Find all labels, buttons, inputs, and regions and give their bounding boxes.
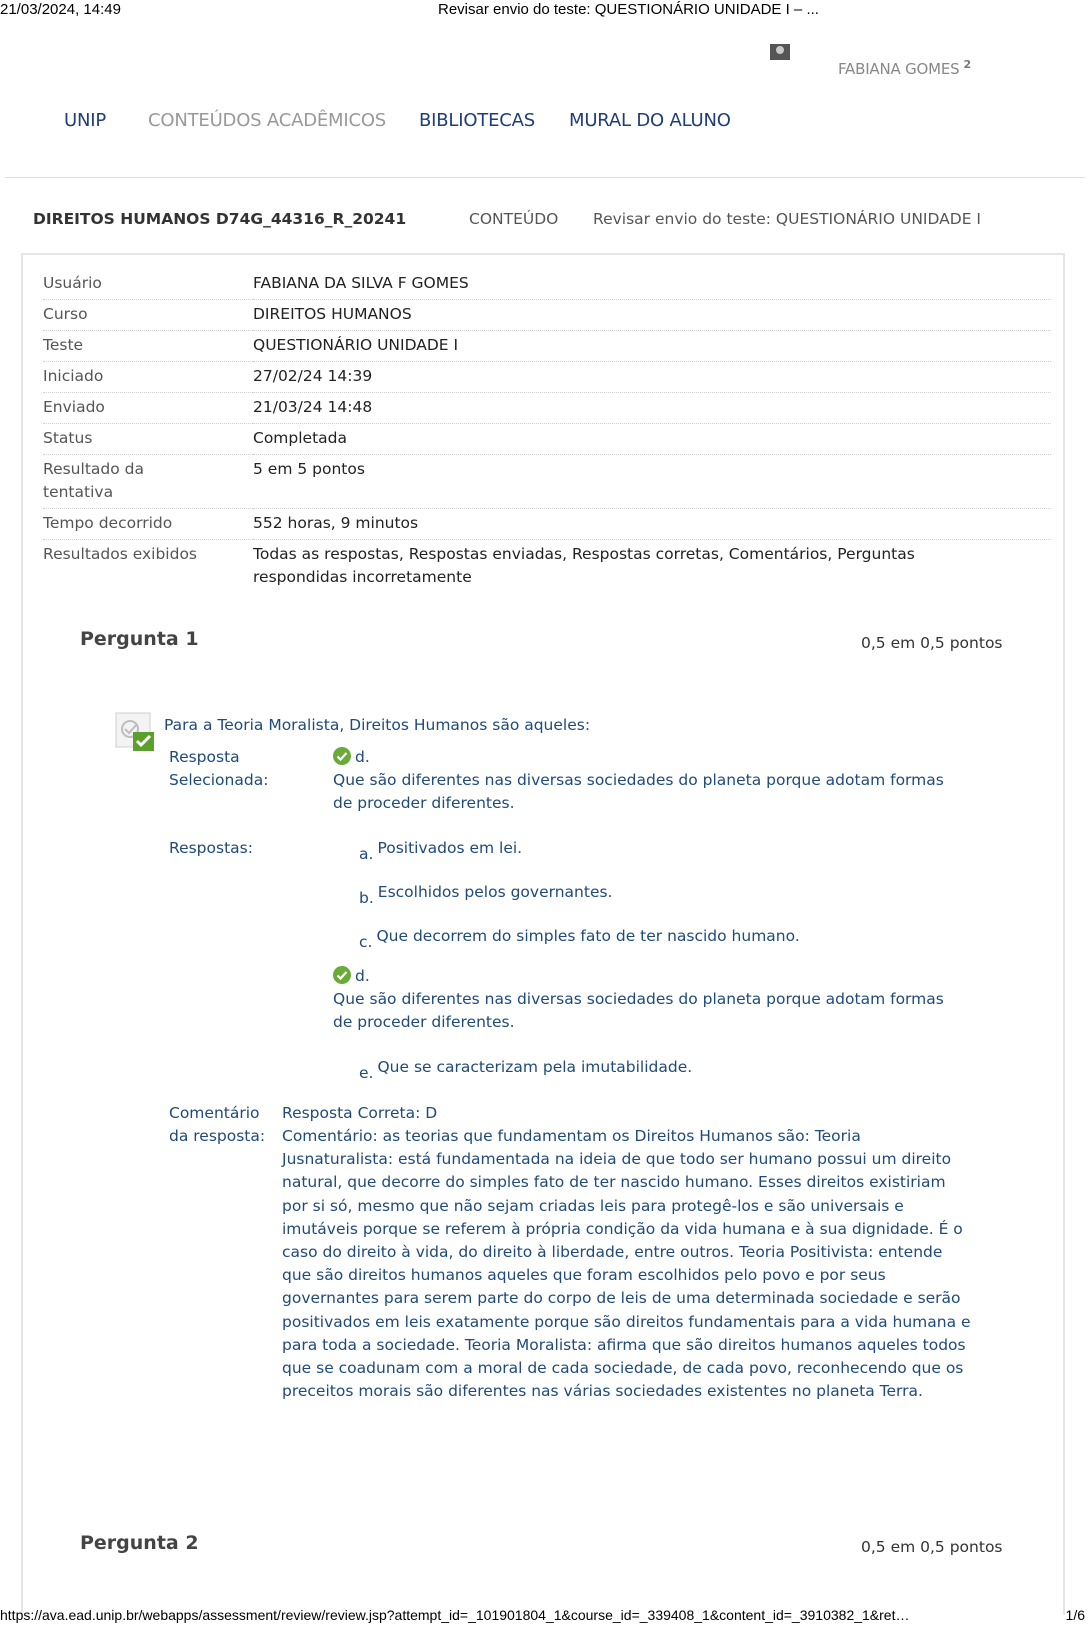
answer-text: Escolhidos pelos governantes. [377,883,613,901]
comment-body: Comentário: as teorias que fundamentam os Direitos Humanos são: Teoria Jusnaturalista: está fundamentada na ideia de que todo ser humano possui um direito natural, que decorre do simples fato de ter nascido humano. Esses direitos existiriam por si só, mesmo que não sejam criadas leis para protegê-los e são universais e imutáveis porque se referem à própria condição da vida humana e à sua dignidade. É o caso do direito à vida, do direito à liberdade, entre outros. Teoria Positivista: entende que são direitos humanos aqueles que foram escolhidos pelo povo e por seus governantes para serem parte do corpo de leis de uma determinada sociedade e serão positivados em leis exatamente porque são direitos fundamentais para a vida humana e para toda a sociedade. Teoria Moralista: afirma que são direitos humanos aqueles todos que se coadunam com a moral de cada sociedade, de cada povo, reconhecendo que os preceitos morais são diferentes nas várias sociedades existentes no planeta Terra. [282,1127,971,1401]
check-icon [333,747,351,765]
question-score: 0,5 em 0,5 pontos [861,1538,1003,1556]
answer-letter: b. [359,889,374,907]
comment-label: Comentário da resposta: [169,1104,266,1145]
info-value: 21/03/24 14:48 [253,393,1051,424]
question-score: 0,5 em 0,5 pontos [861,634,1003,652]
info-row [43,455,1051,509]
answer-option-e [359,1056,692,1085]
attempt-info-table [43,269,1051,593]
answer-option-b [359,881,612,910]
breadcrumb-section[interactable]: CONTEÚDO [469,210,559,228]
nav-divider [5,177,1085,178]
selected-answer-text: Que são diferentes nas diversas sociedades do planeta porque adotam formas de proceder diferentes. [333,771,944,812]
answer-text: Positivados em lei. [377,839,523,857]
info-label: Resultados exibidos [43,545,198,563]
info-value: 5 em 5 pontos [253,455,1051,509]
avatar[interactable] [770,44,790,60]
nav-item-bibliotecas[interactable]: BIBLIOTECAS [419,110,535,131]
print-url: https://ava.ead.unip.br/webapps/assessment/review/review.jsp?attempt_id=_101901804_1&course_id=_339408_1&content_id=_3910382_1&ret… [0,1607,910,1623]
print-doc-title: Revisar envio do teste: QUESTIONÁRIO UNIDADE I – ... [438,1,819,18]
question-title: Pergunta 2 [80,1532,199,1554]
notification-badge[interactable]: 2 [963,58,971,71]
print-header [0,0,1089,22]
info-label: Resultado da tentativa [43,455,253,509]
print-datetime: 21/03/2024, 14:49 [0,1,121,18]
answer-option-c [359,925,800,954]
selected-letter: d. [355,748,370,766]
info-label: Curso [43,300,253,331]
correct-answer-icon [115,712,155,752]
question-title: Pergunta 1 [80,628,199,650]
selected-answer-label: Resposta Selecionada: [169,748,269,789]
info-row [43,393,1051,424]
info-row [43,509,1051,540]
info-value: Completada [253,424,1051,455]
nav-item-conteudos[interactable]: CONTEÚDOS ACADÊMICOS [148,110,387,131]
question-text: Para a Teoria Moralista, Direitos Humanos são aqueles: [164,716,591,734]
nav-item-unip[interactable]: UNIP [64,110,107,131]
user-name[interactable]: FABIANA GOMES $^2$ [838,58,971,78]
info-value: 27/02/24 14:39 [253,362,1051,393]
info-label: Status [43,424,253,455]
info-label: Teste [43,331,253,362]
breadcrumb-page: Revisar envio do teste: QUESTIONÁRIO UNIDADE I [593,210,981,228]
answer-option-d [333,965,953,1034]
info-row [43,331,1051,362]
info-label: Enviado [43,393,253,424]
comment-correct-answer: Resposta Correta: D [282,1104,438,1122]
info-value: QUESTIONÁRIO UNIDADE I [253,331,1051,362]
info-value: Todas as respostas, Respostas enviadas, Respostas corretas, Comentários, Perguntas respondidas incorretamente [253,545,915,586]
answer-text: Que são diferentes nas diversas sociedades do planeta porque adotam formas de proceder diferentes. [333,990,944,1031]
nav-item-mural[interactable]: MURAL DO ALUNO [569,110,731,131]
attempt-info-panel [21,253,1065,595]
selected-answer [333,746,953,815]
check-icon [333,966,351,984]
print-page-number: 1/6 [1065,1607,1085,1623]
answer-option-a [359,837,522,866]
info-label: Iniciado [43,362,253,393]
info-label: Usuário [43,269,253,300]
answer-letter: e. [359,1064,374,1082]
answer-letter: d. [355,967,370,985]
info-label: Tempo decorrido [43,509,253,540]
print-footer [0,1605,1089,1629]
answer-letter: c. [359,933,373,951]
info-row [43,300,1051,331]
info-row [43,424,1051,455]
answer-text: Que se caracterizam pela imutabilidade. [377,1058,693,1076]
breadcrumb-course[interactable]: DIREITOS HUMANOS D74G_44316_R_20241 [33,210,407,228]
info-row [43,540,1051,594]
answer-letter: a. [359,845,374,863]
info-value: 552 horas, 9 minutos [253,509,1051,540]
info-row [43,269,1051,300]
info-row [43,362,1051,393]
answers-label: Respostas: [169,839,253,857]
info-value: DIREITOS HUMANOS [253,300,1051,331]
info-value: FABIANA DA SILVA F GOMES [253,269,1051,300]
answer-text: Que decorrem do simples fato de ter nascido humano. [376,927,800,945]
